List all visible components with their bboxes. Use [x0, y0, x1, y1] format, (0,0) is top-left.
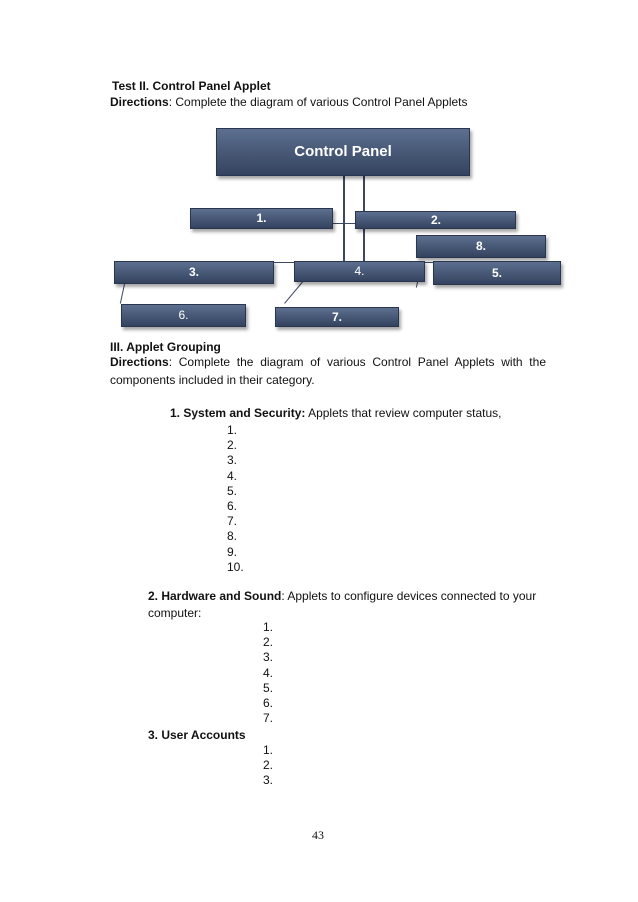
directions-text: : Complete the diagram of various Control Panel Applets with the components included in their category.	[110, 355, 546, 387]
list-item: 3.	[227, 453, 238, 468]
connector-line	[274, 262, 294, 263]
list-item: 9.	[227, 544, 238, 559]
group-title: 2. Hardware and Sound	[148, 589, 282, 603]
list-item: 10.	[227, 559, 244, 574]
list-item: 1.	[263, 743, 274, 757]
connector-line	[284, 282, 303, 304]
connector-line	[343, 175, 345, 261]
list-item: 3.	[263, 650, 274, 665]
directions-label: Directions	[110, 355, 169, 369]
list-item: 2.	[263, 635, 274, 650]
diagram-box-2: 2.	[355, 211, 516, 229]
diagram-box-4: 4.	[294, 261, 425, 282]
test3-heading: III. Applet Grouping	[110, 340, 221, 354]
test3-directions	[110, 353, 546, 389]
directions-label: Directions	[110, 95, 169, 109]
group-2-list	[263, 620, 273, 726]
diagram-box-5: 5.	[433, 261, 561, 285]
test2-heading: Test II. Control Panel Applet	[112, 79, 271, 93]
diagram-box-7: 7.	[275, 307, 399, 327]
group-2-header	[148, 588, 548, 622]
group-title: 3. User Accounts	[148, 728, 246, 742]
test2-directions	[110, 95, 468, 109]
list-item: 2.	[263, 758, 274, 773]
list-item: 7.	[263, 711, 274, 726]
list-item: 1.	[227, 423, 238, 437]
control-panel-box: Control Panel	[216, 128, 470, 176]
diagram-box-8: 8.	[416, 235, 546, 258]
list-item: 4.	[227, 468, 238, 483]
list-item: 5.	[263, 680, 274, 695]
list-item: 3.	[263, 773, 274, 788]
connector-line	[333, 223, 355, 224]
list-item: 6.	[227, 498, 238, 513]
group-description: : Applets to configure devices connected to your computer:	[148, 589, 537, 620]
group-1-header	[170, 406, 502, 420]
group-3-list	[263, 743, 273, 789]
diagram-box-3: 3.	[114, 261, 274, 284]
list-item: 4.	[263, 665, 274, 680]
group-description: Applets that review computer status,	[305, 406, 502, 420]
connector-line	[120, 284, 125, 304]
list-item: 8.	[227, 529, 238, 544]
list-item: 5.	[227, 483, 238, 498]
group-1-list	[227, 423, 244, 575]
list-item: 7.	[227, 514, 238, 529]
directions-text: : Complete the diagram of various Control Panel Applets	[168, 95, 468, 109]
list-item: 6.	[263, 695, 274, 710]
page-number: 43	[312, 828, 324, 842]
group-3-header	[148, 728, 246, 742]
group-title: 1. System and Security:	[170, 406, 306, 420]
diagram-box-1: 1.	[190, 208, 333, 229]
diagram-box-6: 6.	[121, 304, 246, 327]
list-item: 2.	[227, 438, 238, 453]
list-item: 1.	[263, 620, 274, 634]
